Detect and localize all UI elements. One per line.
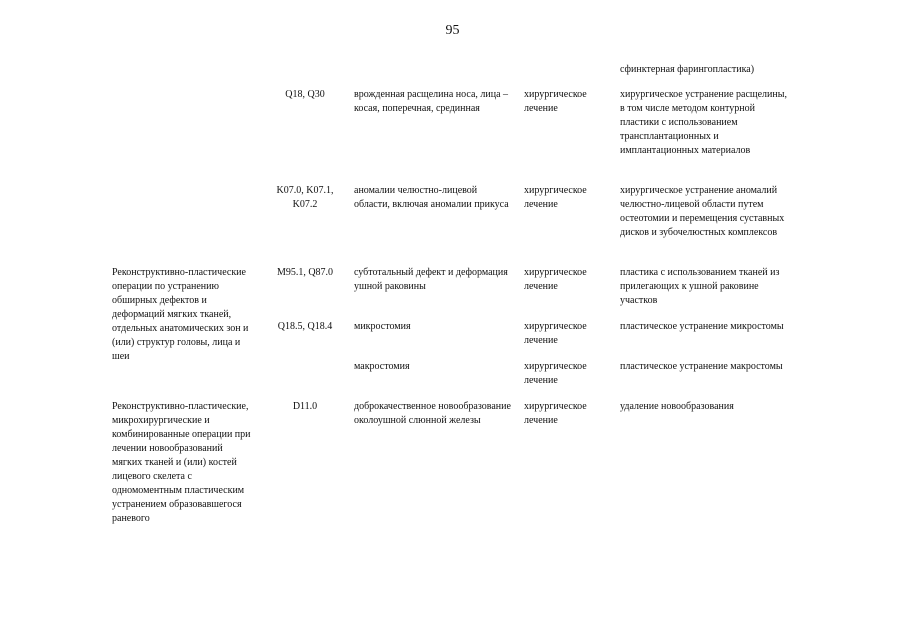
page-number: 95 bbox=[445, 23, 460, 38]
treatment-method: пластическое устранение макростомы bbox=[620, 361, 783, 372]
treatment-type: хирургическое лечение bbox=[524, 267, 587, 292]
treatment-method: пластика с использованием тканей из прилегающих к ушной раковине участков bbox=[620, 267, 780, 306]
treatment-type: хирургическое лечение bbox=[524, 401, 587, 426]
icd-codes: K07.0, K07.1, K07.2 bbox=[276, 185, 334, 210]
treatment-method: хирургическое устранение аномалий челюстно-лицевой области путем остеотомии и перемещения суставных дисков и зубочелюстных комплексов bbox=[620, 185, 785, 238]
treatment-method: хирургическое устранение расщелины, в том числе методом контурной пластики с использованием трансплантационных и имплантационных материалов bbox=[620, 89, 787, 156]
treatment-method: пластическое устранение микростомы bbox=[620, 321, 784, 332]
diagnosis: врожденная расщелина носа, лица – косая, поперечная, срединная bbox=[354, 89, 509, 114]
treatment-type: хирургическое лечение bbox=[524, 321, 587, 346]
treatment-method: сфинктерная фарингопластика) bbox=[620, 64, 755, 75]
treatment-method: удаление новообразования bbox=[620, 401, 734, 412]
care-type: Реконструктивно-пластические операции по устранению обширных дефектов и деформаций мягких тканей, отдельных анатомических зон и (или) структур головы, лица и шеи bbox=[112, 267, 249, 362]
diagnosis: макростомия bbox=[354, 361, 410, 372]
treatment-type: хирургическое лечение bbox=[524, 89, 587, 114]
icd-codes: Q18, Q30 bbox=[285, 89, 325, 100]
diagnosis: аномалии челюстно-лицевой области, включая аномалии прикуса bbox=[354, 185, 509, 210]
diagnosis: микростомия bbox=[354, 321, 411, 332]
treatment-type: хирургическое лечение bbox=[524, 185, 587, 210]
icd-codes: Q18.5, Q18.4 bbox=[277, 321, 333, 332]
diagnosis: субтотальный дефект и деформация ушной раковины bbox=[354, 267, 508, 292]
care-type: Реконструктивно-пластические, микрохирургические и комбинированные операции при лечении новообразований мягких тканей и (или) костей лицевого скелета с одномоментным пластическим устранением образовавшегося раневого bbox=[112, 401, 251, 524]
icd-codes: M95.1, Q87.0 bbox=[276, 267, 334, 278]
diagnosis: доброкачественное новообразование околоушной слюнной железы bbox=[354, 401, 511, 426]
treatment-type: хирургическое лечение bbox=[524, 361, 587, 386]
icd-codes: D11.0 bbox=[292, 401, 318, 412]
